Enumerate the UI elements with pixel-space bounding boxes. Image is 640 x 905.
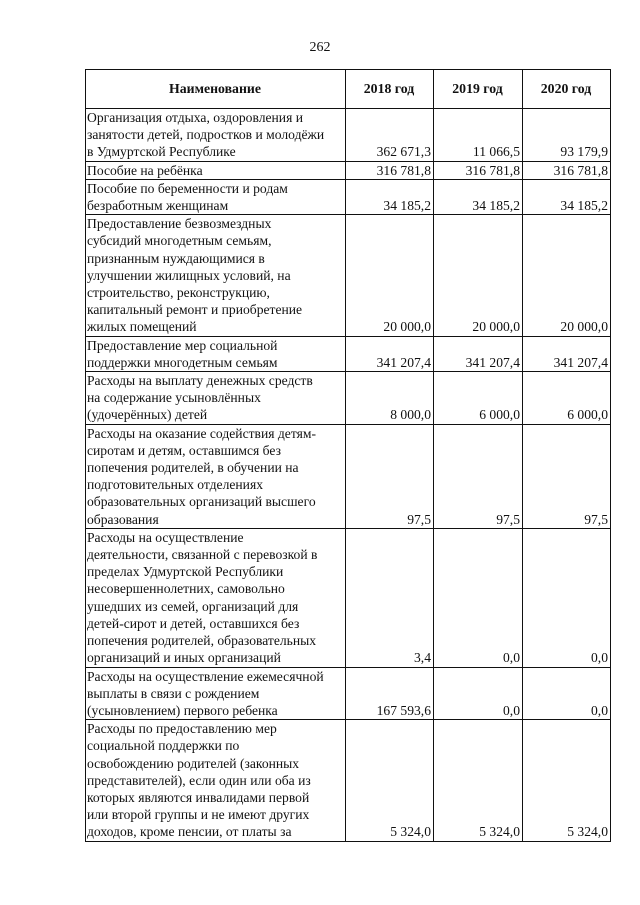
table-row bbox=[86, 336, 611, 371]
table-row bbox=[86, 424, 611, 528]
value-2020-cell: 93 179,9 bbox=[523, 109, 611, 162]
value-2020-cell: 341 207,4 bbox=[523, 336, 611, 371]
value-2018-cell: 3,4 bbox=[346, 528, 434, 667]
table-row bbox=[86, 215, 611, 336]
value-2019-cell: 97,5 bbox=[434, 424, 523, 528]
value-2020-cell: 34 185,2 bbox=[523, 179, 611, 214]
value-2020-cell: 97,5 bbox=[523, 424, 611, 528]
row-name-cell: Расходы на оказание содействия детям- сиротам и детям, оставшимся без попечения родителей, в обучении на подготовительных отделениях образовательных организаций высшего образования bbox=[86, 424, 346, 528]
table-header-row bbox=[86, 70, 611, 109]
value-2018-cell: 97,5 bbox=[346, 424, 434, 528]
value-2019-cell: 11 066,5 bbox=[434, 109, 523, 162]
value-2019-cell: 34 185,2 bbox=[434, 179, 523, 214]
value-2018-cell: 34 185,2 bbox=[346, 179, 434, 214]
value-2018-cell: 5 324,0 bbox=[346, 720, 434, 841]
value-2019-cell: 5 324,0 bbox=[434, 720, 523, 841]
value-2020-cell: 0,0 bbox=[523, 667, 611, 720]
header-name: Наименование bbox=[86, 70, 346, 109]
value-2020-cell: 0,0 bbox=[523, 528, 611, 667]
row-name-cell: Предоставление мер социальной поддержки многодетным семьям bbox=[86, 336, 346, 371]
value-2018-cell: 167 593,6 bbox=[346, 667, 434, 720]
value-2019-cell: 20 000,0 bbox=[434, 215, 523, 336]
value-2018-cell: 20 000,0 bbox=[346, 215, 434, 336]
row-name-cell: Организация отдыха, оздоровления и занятости детей, подростков и молодёжи в Удмуртской Республике bbox=[86, 109, 346, 162]
row-name-cell: Пособие на ребёнка bbox=[86, 161, 346, 179]
value-2018-cell: 316 781,8 bbox=[346, 161, 434, 179]
value-2019-cell: 316 781,8 bbox=[434, 161, 523, 179]
budget-table bbox=[85, 69, 611, 842]
table-body bbox=[86, 109, 611, 842]
header-2019: 2019 год bbox=[434, 70, 523, 109]
table-row bbox=[86, 109, 611, 162]
value-2018-cell: 8 000,0 bbox=[346, 372, 434, 425]
value-2019-cell: 0,0 bbox=[434, 667, 523, 720]
value-2019-cell: 0,0 bbox=[434, 528, 523, 667]
header-2020: 2020 год bbox=[523, 70, 611, 109]
value-2019-cell: 6 000,0 bbox=[434, 372, 523, 425]
header-2018: 2018 год bbox=[346, 70, 434, 109]
table-row bbox=[86, 179, 611, 214]
value-2019-cell: 341 207,4 bbox=[434, 336, 523, 371]
value-2018-cell: 362 671,3 bbox=[346, 109, 434, 162]
table-row bbox=[86, 667, 611, 720]
value-2020-cell: 20 000,0 bbox=[523, 215, 611, 336]
table-row bbox=[86, 528, 611, 667]
value-2018-cell: 341 207,4 bbox=[346, 336, 434, 371]
table-row bbox=[86, 161, 611, 179]
row-name-cell: Предоставление безвозмездных субсидий многодетным семьям, признанным нуждающимися в улучшении жилищных условий, на строительство, реконструкцию, капитальный ремонт и приобретение жилых помещений bbox=[86, 215, 346, 336]
row-name-cell: Расходы на выплату денежных средств на содержание усыновлённых (удочерённых) детей bbox=[86, 372, 346, 425]
row-name-cell: Расходы на осуществление ежемесячной выплаты в связи с рождением (усыновлением) первого ребенка bbox=[86, 667, 346, 720]
row-name-cell: Расходы на осуществление деятельности, связанной с перевозкой в пределах Удмуртской Республики несовершеннолетних, самовольно ушедших из семей, организаций для детей-сирот и детей, оставшихся без попечения родителей, образовательных организаций и иных организаций bbox=[86, 528, 346, 667]
value-2020-cell: 5 324,0 bbox=[523, 720, 611, 841]
row-name-cell: Расходы по предоставлению мер социальной поддержки по освобождению родителей (законных представителей), если один или оба из которых являются инвалидами первой или второй группы и не имеют других доходов, кроме пенсии, от платы за bbox=[86, 720, 346, 841]
row-name-cell: Пособие по беременности и родам безработным женщинам bbox=[86, 179, 346, 214]
value-2020-cell: 316 781,8 bbox=[523, 161, 611, 179]
table-row bbox=[86, 720, 611, 841]
value-2020-cell: 6 000,0 bbox=[523, 372, 611, 425]
page-number: 262 bbox=[309, 40, 331, 55]
table-row bbox=[86, 372, 611, 425]
